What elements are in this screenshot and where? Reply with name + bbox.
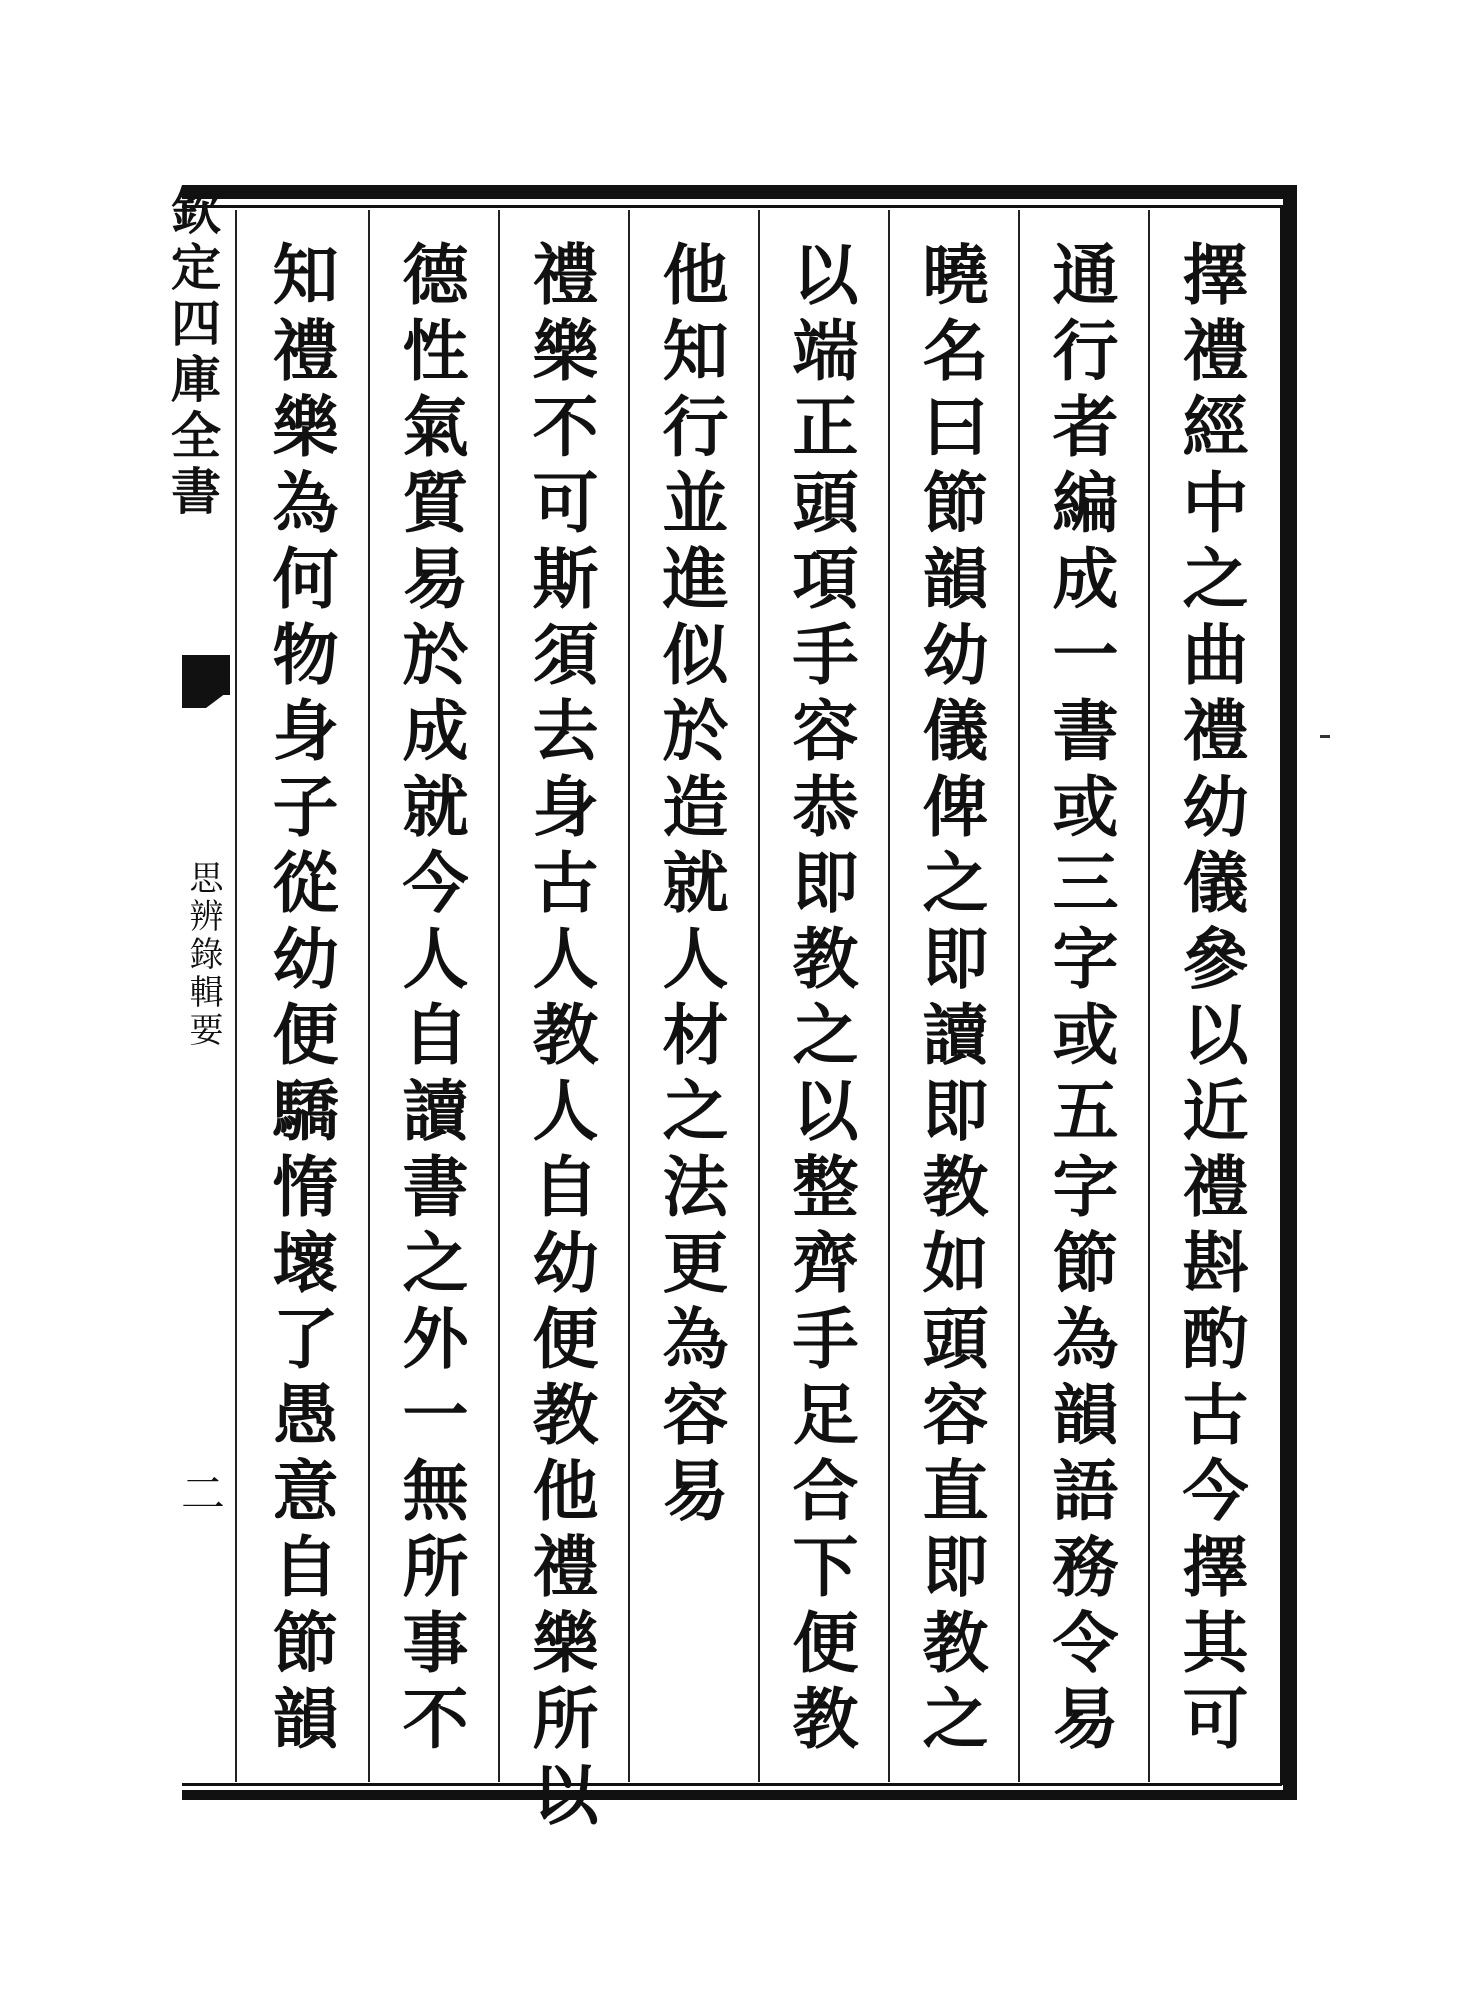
inner-rule-bottom — [182, 1783, 1282, 1786]
column-rule — [758, 210, 760, 1782]
text-column-6: 禮樂不可斯須去身古人教人自幼便教他禮樂所以 — [521, 240, 599, 1836]
column-rule — [498, 210, 500, 1782]
text-column-3: 曉名曰節韻幼儀俾之即讀即教如頭容直即教之 — [911, 240, 989, 1760]
fish-tail-notch — [182, 690, 230, 708]
column-rule — [1148, 210, 1150, 1782]
inner-rule-top — [182, 205, 1282, 208]
column-rule — [368, 210, 370, 1782]
text-column-1: 擇禮經中之曲禮幼儀參以近禮斟酌古今擇其可 — [1171, 240, 1249, 1760]
text-column-2: 通行者編成一書或三字或五字節為韻語務令易 — [1041, 240, 1119, 1760]
column-rule — [888, 210, 890, 1782]
text-column-7: 德性氣質易於成就今人自讀書之外一無所事不 — [391, 240, 469, 1760]
collection-title: 欽定四庫全書 — [163, 185, 222, 521]
column-rule — [628, 210, 630, 1782]
text-column-8: 知禮樂為何物身子從幼便驕惰壞了愚意自節韻 — [261, 240, 339, 1760]
fish-tail-mark — [182, 655, 230, 695]
page-number: 二 — [173, 1470, 224, 1514]
print-speck — [1320, 735, 1330, 738]
text-column-5: 他知行並進似於造就人材之法更為容易 — [651, 240, 729, 1532]
column-rule — [1018, 210, 1020, 1782]
inner-rule-right — [1280, 205, 1283, 1785]
column-rule — [235, 210, 237, 1782]
book-title: 思辨錄輯要 — [183, 860, 223, 1050]
text-column-4: 以端正頭項手容恭即教之以整齊手足合下便教 — [781, 240, 859, 1760]
